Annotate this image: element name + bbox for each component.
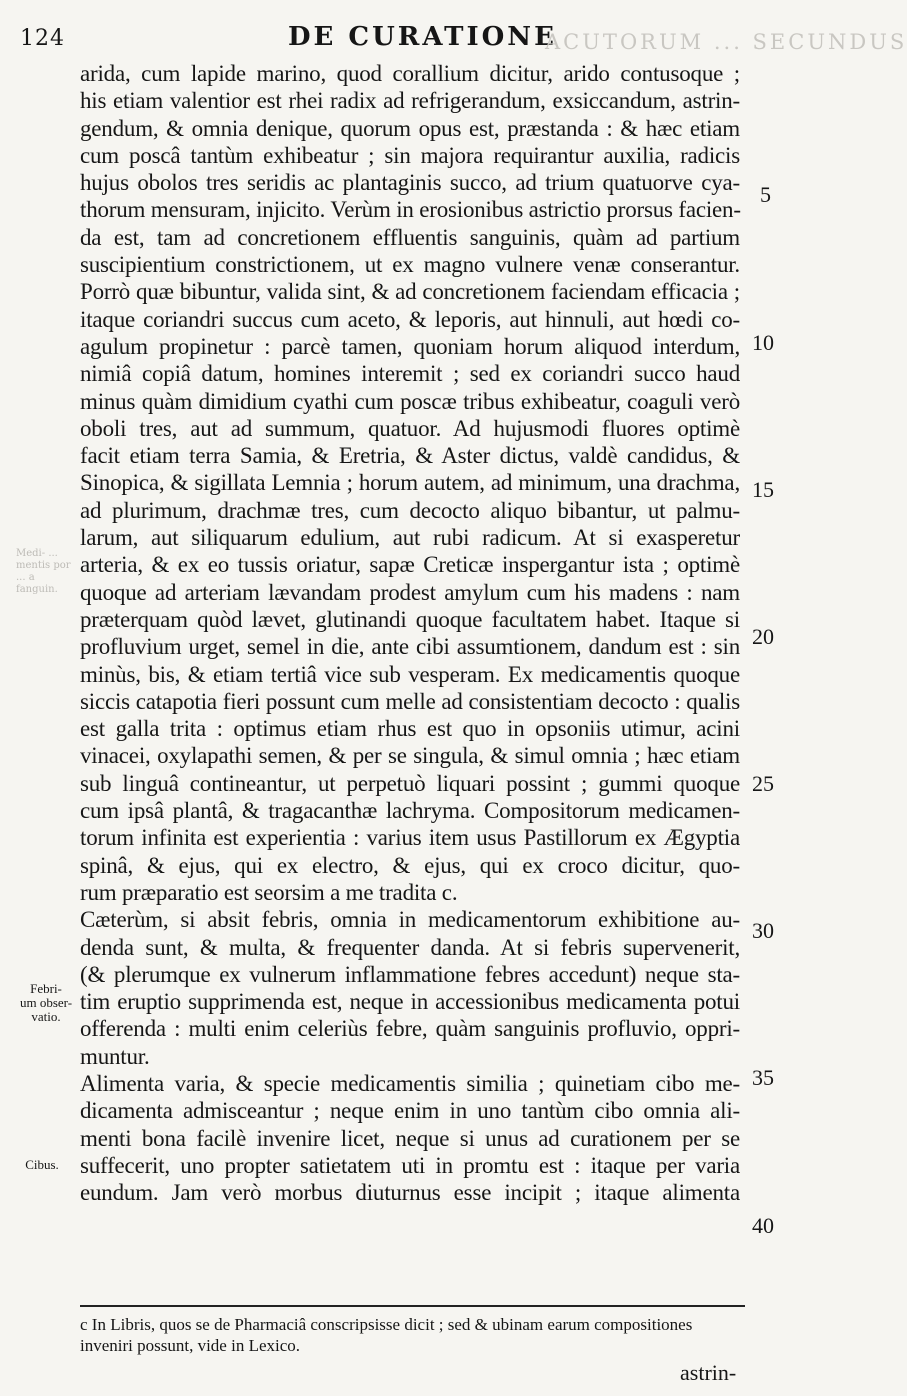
bleed-through-text: ACUTORUM ... SECUNDUS (545, 30, 907, 54)
line-number: 35 (752, 1065, 774, 1090)
text-line: profluvium urget, semel in die, ante cibi assumtionem, dandum est : sin (80, 634, 740, 660)
text-line: hujus obolos tres seridis ac plantaginis succo, ad trium quatuorve cya- (80, 170, 740, 196)
text-line: Cæterùm, si absit febris, omnia in medicamentorum exhibitione au- (80, 907, 740, 933)
text-line: gendum, & omnia denique, quorum opus est, præstanda : & hæc etiam (80, 115, 740, 141)
text-line: menti bona facilè invenire licet, neque si unus ad curationem per se (80, 1125, 740, 1151)
margin-note-cibus: Cibus. (25, 1157, 59, 1172)
text-line: tim eruptio supprimenda est, neque in accessionibus medicamenta potui (80, 989, 740, 1015)
body-text (80, 60, 740, 1206)
page-header (0, 18, 907, 58)
text-line: vinacei, oxylapathi semen, & per se singula, & simul omnia ; hæc etiam (80, 743, 740, 769)
text-line: (& plerumque ex vulnerum inflammatione febres accedunt) neque sta- (80, 961, 740, 987)
running-head: DE CURATIONE (288, 22, 557, 52)
footnote: c In Libris, quos se de Pharmaciâ conscripsisse dicit ; sed & ubinam earum compositiones inveniri possunt, vide in Lexico. (80, 1315, 693, 1355)
text-line: est galla trita : optimus etiam rhus est quo in opsoniis utimur, acini (80, 716, 740, 742)
text-line: suffecerit, uno propter satietatem uti in promtu est : itaque per varia (80, 1152, 740, 1178)
text-line: suscipientium constrictionem, ut ex magno vulnere venæ conserantur. (80, 252, 740, 278)
text-line: thorum mensuram, injicito. Verùm in erosionibus astrictio prorsus facien- (80, 197, 741, 223)
text-line: Porrò quæ bibuntur, valida sint, & ad concretionem faciendam efficacia ; (80, 279, 740, 305)
text-line: siccis catapotia fieri possunt cum melle ad consistentiam decocto : qualis (80, 688, 740, 714)
line-number: 10 (752, 330, 774, 355)
text-line: torum infinita est experientia : varius item usus Pastillorum ex Ægyptia (80, 825, 740, 851)
text-line: itaque coriandri succus cum aceto, & leporis, aut hinnuli, aut hœdi co- (80, 306, 740, 332)
text-line: quoque ad arteriam lævandam prodest amylum cum his madens : nam (80, 579, 740, 605)
line-number: 15 (752, 477, 774, 502)
text-line: denda sunt, & multa, & frequenter danda. At si febris supervenerit, (80, 934, 740, 960)
text-line: muntur. (80, 1043, 150, 1069)
text-line: offerenda : multi enim celeriùs febre, quàm sanguinis profluvio, oppri- (80, 1016, 740, 1042)
text-line: spinâ, & ejus, qui ex electro, & ejus, qui ex croco dicitur, quo- (80, 852, 740, 878)
catchword: astrin- (680, 1360, 737, 1385)
text-line: eundum. Jam verò morbus diuturnus esse incipit ; itaque alimenta (80, 1180, 740, 1206)
footnote-rule (80, 1305, 745, 1307)
text-line: Sinopica, & sigillata Lemnia ; horum autem, ad minimum, una drachma, (80, 470, 740, 496)
text-line: rum præparatio est seorsim a me tradita c. (80, 879, 458, 905)
text-line: minùs, bis, & etiam tertiâ vice sub vesperam. Ex medicamentis quoque (80, 661, 740, 687)
line-number: 20 (752, 624, 774, 649)
line-number: 30 (752, 918, 774, 943)
text-line: dicamenta admisceantur ; neque enim in uno tantùm cibo omnia ali- (80, 1098, 740, 1124)
page-number: 124 (20, 26, 65, 51)
line-number: 5 (760, 182, 771, 207)
text-line: minus quàm dimidium cyathi cum poscæ tribus exhibeatur, coaguli verò (80, 388, 740, 414)
line-number: 25 (752, 771, 774, 796)
text-line: larum, aut siliquarum edulium, aut rubi radicum. At si exasperetur (80, 525, 740, 551)
margin-note-febri: Febri- um obser- vatio. (19, 981, 73, 1024)
text-line: agulum propinetur : parcè tamen, quoniam horum aliquod interdum, (80, 333, 740, 359)
margin-note-faint: Medi- ... mentis por ... a fanguin. (16, 548, 71, 595)
text-line: nimiâ copiâ datum, homines interemit ; sed ex coriandri succo haud (80, 361, 740, 387)
text-line: arteria, & ex eo tussis oriatur, sapæ Creticæ inspergantur ista ; optimè (80, 552, 740, 578)
text-line: his etiam valentior est rhei radix ad refrigerandum, exsiccandum, astrin- (80, 88, 740, 114)
text-line: præterquam quòd lævet, glutinandi quoque facultatem habet. Itaque si (80, 606, 740, 632)
text-line: cum poscâ tantùm exhibeatur ; sin majora requirantur auxilia, radicis (80, 142, 740, 168)
text-line: facit etiam terra Samia, & Eretria, & Aster dictus, valdè candidus, & (80, 443, 740, 469)
text-line: Alimenta varia, & specie medicamentis similia ; quinetiam cibo me- (80, 1070, 740, 1096)
text-line: da est, tam ad concretionem effluentis sanguinis, quàm ad partium (80, 224, 740, 250)
text-line: cum ipsâ plantâ, & tragacanthæ lachryma. Compositorum medicamen- (80, 798, 740, 824)
line-number: 40 (752, 1213, 774, 1238)
text-line: oboli tres, aut ad summum, quatuor. Ad hujusmodi fluores optimè (80, 415, 740, 441)
text-line: ad plurimum, drachmæ tres, cum decocto aliquo bibantur, ut palmu- (80, 497, 740, 523)
text-line: arida, cum lapide marino, quod corallium dicitur, arido contusoque ; (80, 61, 740, 86)
text-line: sub linguâ contineantur, ut perpetuò liquari possint ; gummi quoque (80, 770, 740, 796)
